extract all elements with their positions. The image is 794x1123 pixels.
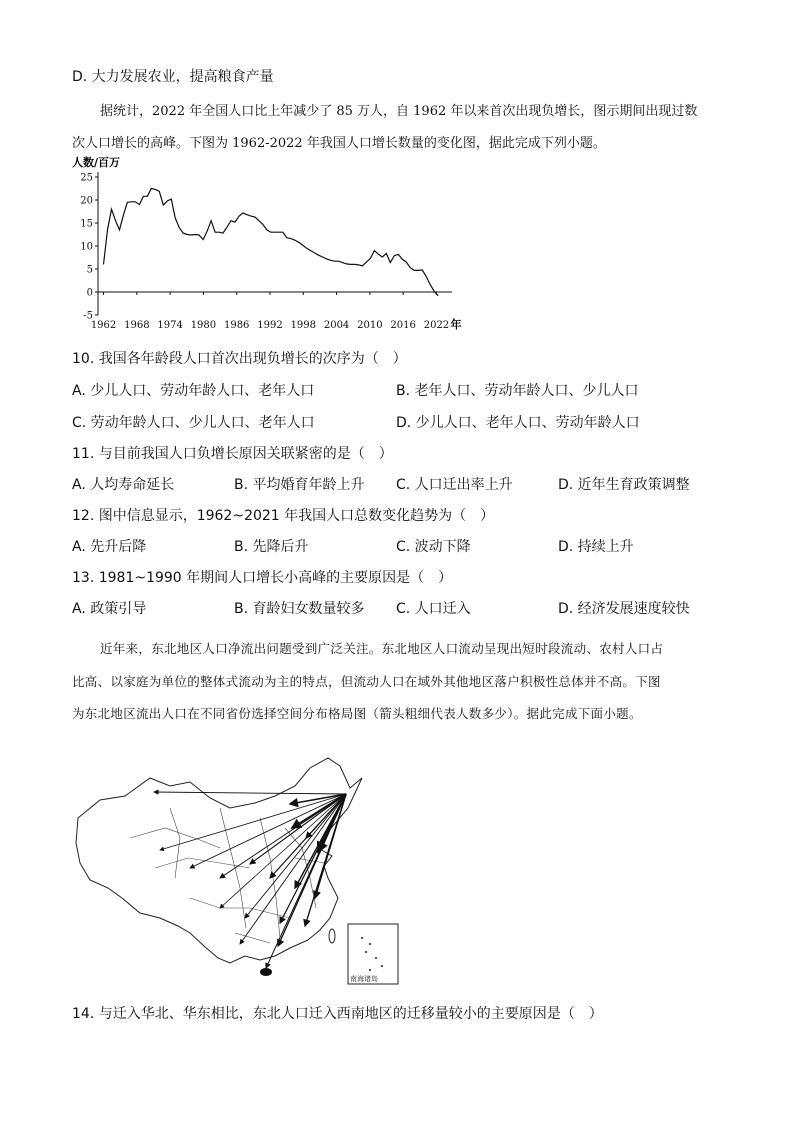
province-boundaries xyxy=(130,808,325,943)
q13-option-d[interactable]: D. 经济发展速度较快 xyxy=(558,601,690,617)
y-tick-label: 15 xyxy=(80,218,93,230)
q12-option-d[interactable]: D. 持续上升 xyxy=(558,539,634,555)
prev-question-option-d: D. 大力发展农业，提高粮食产量 xyxy=(72,69,274,85)
q10-option-d[interactable]: D. 少儿人口、老年人口、劳动年龄人口 xyxy=(396,415,640,431)
q11-option-b[interactable]: B. 平均婚育年龄上升 xyxy=(234,477,365,493)
y-tick-label: 0 xyxy=(86,287,93,299)
china-outline xyxy=(76,758,362,963)
x-tick-label: 2016 xyxy=(390,320,416,330)
intro-paragraph-line: 次人口增长的高峰。下图为 1962-2022 年我国人口增长数量的变化图，据此完成下列小题。 xyxy=(72,136,606,151)
northeast-migration-map xyxy=(70,748,410,990)
q13-option-b[interactable]: B. 育龄妇女数量较多 xyxy=(234,601,365,617)
chart-axes xyxy=(98,172,452,315)
q11-option-c[interactable]: C. 人口迁出率上升 xyxy=(396,477,513,493)
inset-label: 南海诸岛 xyxy=(350,975,378,983)
q11-stem: 11. 与目前我国人口负增长原因关联紧密的是（ ） xyxy=(72,446,393,462)
hainan-island xyxy=(260,968,272,976)
y-axis-label: 人数/百万 xyxy=(72,156,121,169)
q10-stem: 10. 我国各年龄段人口首次出现负增长的次序为（ ） xyxy=(72,351,407,367)
intro2-line: 为东北地区流出人口在不同省份选择空间分布格局图（箭头粗细代表人数多少）。据此完成下面小题。 xyxy=(72,706,642,721)
q12-option-a[interactable]: A. 先升后降 xyxy=(72,539,147,555)
q11-option-a[interactable]: A. 人均寿命延长 xyxy=(72,477,175,493)
q10-option-c[interactable]: C. 劳动年龄人口、少儿人口、老年人口 xyxy=(72,415,315,431)
taiwan-island xyxy=(329,929,335,943)
x-tick-label: 1974 xyxy=(157,320,183,330)
q12-option-b[interactable]: B. 先降后升 xyxy=(234,539,309,555)
x-tick-label: 1968 xyxy=(124,320,150,330)
y-tick-label: 25 xyxy=(80,172,93,184)
population-growth-series-line xyxy=(104,189,439,296)
intro-paragraph-line: 据统计，2022 年全国人口比上年减少了 85 万人，自 1962 年以来首次出现负增长，图示期间出现过数 xyxy=(100,104,698,119)
intro2-line: 比高、以家庭为单位的整体式流动为主的特点，但流动人口在域外其他地区落户积极性总体并不高。下图 xyxy=(72,674,661,689)
x-tick-label: 1962 xyxy=(90,320,117,330)
q13-option-c[interactable]: C. 人口迁入 xyxy=(396,601,471,617)
x-tick-label: 2022 xyxy=(423,320,450,330)
q10-option-a[interactable]: A. 少儿人口、劳动年龄人口、老年人口 xyxy=(72,383,315,399)
x-tick-label: 2010 xyxy=(357,320,383,330)
y-tick-label: 20 xyxy=(80,195,93,207)
q12-stem: 12. 图中信息显示，1962~2021 年我国人口总数变化趋势为（ ） xyxy=(72,508,495,524)
x-tick-label: 1992 xyxy=(257,320,283,330)
y-tick-label: -5 xyxy=(83,310,93,322)
x-tick-label: 1998 xyxy=(290,320,317,330)
population-growth-line-chart xyxy=(60,150,480,330)
q11-option-d[interactable]: D. 近年生育政策调整 xyxy=(558,477,690,493)
y-tick-label: 10 xyxy=(80,241,93,253)
intro2-line: 近年来，东北地区人口净流出问题受到广泛关注。东北地区人口流动呈现出短时段流动、农村人口占 xyxy=(100,641,664,656)
q14-stem: 14. 与迁入华北、华东相比，东北人口迁入西南地区的迁移量较小的主要原因是（ ） xyxy=(72,1006,603,1022)
q10-option-b[interactable]: B. 老年人口、劳动年龄人口、少儿人口 xyxy=(396,383,639,399)
chart-ticks xyxy=(80,173,449,331)
q13-option-a[interactable]: A. 政策引导 xyxy=(72,601,147,617)
q13-stem: 13. 1981~1990 年期间人口增长小高峰的主要原因是（ ） xyxy=(72,570,453,586)
migration-arrows xyxy=(154,792,346,968)
x-tick-label: 2004 xyxy=(323,320,350,330)
y-tick-label: 5 xyxy=(86,264,93,276)
x-axis-label: 年 xyxy=(450,318,462,330)
x-tick-label: 1980 xyxy=(190,320,217,330)
q12-option-c[interactable]: C. 波动下降 xyxy=(396,539,471,555)
x-tick-label: 1986 xyxy=(223,320,250,330)
